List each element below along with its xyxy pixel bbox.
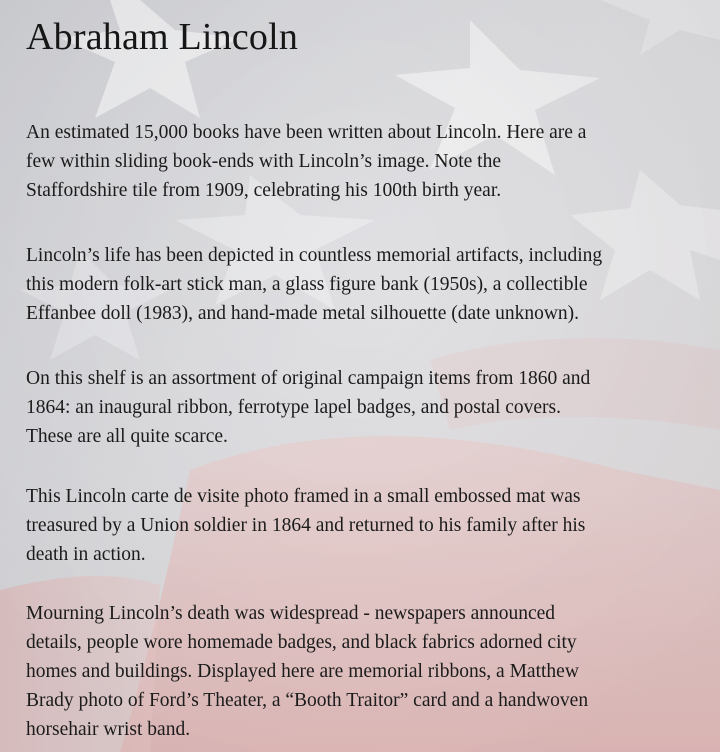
text-line: Effanbee doll (1983), and hand-made metal silhouette (date unknown). bbox=[26, 303, 580, 324]
paragraph-carte-de-visite bbox=[26, 482, 706, 569]
sign-title: Abraham Lincoln bbox=[26, 16, 299, 58]
text-line: Brady photo of Ford’s Theater, a “Booth Traitor” card and a handwoven bbox=[26, 690, 589, 711]
paragraph-mourning bbox=[26, 599, 706, 744]
text-line: homes and buildings. Displayed here are memorial ribbons, a Matthew bbox=[26, 661, 579, 682]
paragraph-campaign-items bbox=[26, 364, 706, 451]
text-line: 1864: an inaugural ribbon, ferrotype lapel badges, and postal covers. bbox=[26, 397, 562, 418]
text-line: Lincoln’s life has been depicted in countless memorial artifacts, including bbox=[26, 245, 603, 266]
text-line: This Lincoln carte de visite photo framed in a small embossed mat was bbox=[26, 486, 581, 507]
paragraph-books bbox=[26, 118, 706, 205]
text-line: treasured by a Union soldier in 1864 and returned to his family after his bbox=[26, 515, 586, 536]
text-line: death in action. bbox=[26, 544, 146, 565]
text-line: On this shelf is an assortment of original campaign items from 1860 and bbox=[26, 368, 591, 389]
text-line: Mourning Lincoln’s death was widespread - newspapers announced bbox=[26, 603, 556, 624]
text-line: These are all quite scarce. bbox=[26, 426, 228, 447]
text-line: An estimated 15,000 books have been written about Lincoln. Here are a bbox=[26, 122, 587, 143]
text-line: this modern folk-art stick man, a glass figure bank (1950s), a collectible bbox=[26, 274, 588, 295]
text-line: Staffordshire tile from 1909, celebrating his 100th birth year. bbox=[26, 180, 502, 201]
text-line: details, people wore homemade badges, and black fabrics adorned city bbox=[26, 632, 577, 653]
text-line: few within sliding book-ends with Lincoln’s image. Note the bbox=[26, 151, 501, 172]
text-line: horsehair wrist band. bbox=[26, 719, 191, 740]
paragraph-artifacts bbox=[26, 241, 706, 328]
